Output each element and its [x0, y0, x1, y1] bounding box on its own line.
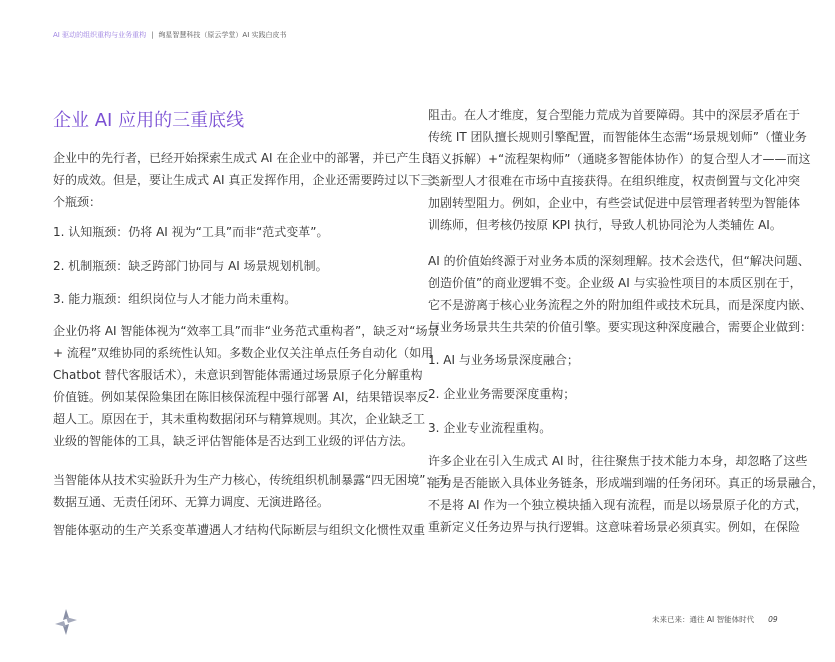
- text-line: 超人工。原因在于，其未重构数据闭环与精算规则。其次，企业缺乏工: [53, 412, 426, 426]
- text-line: 3. 企业专业流程重构。: [428, 421, 552, 435]
- text-line: 训练师，但考核仍按原 KPI 执行，导致人机协同沦为人类辅佐 AI。: [428, 218, 782, 232]
- header-doc-title: 绚星智慧科技（原云学堂）AI 实践白皮书: [158, 31, 287, 39]
- text-line: 好的成效。但是，要让生成式 AI 真正发挥作用，企业还需要跨过以下三: [53, 173, 433, 187]
- paragraph: [428, 349, 780, 371]
- page-footer: [652, 614, 778, 625]
- text-line: 类新型人才很难在市场中直接获得。在组织维度，权责倒置与文化冲突: [428, 174, 801, 188]
- text-line: 许多企业在引入生成式 AI 时，往往聚焦于技术能力本身，却忽略了这些: [428, 454, 808, 468]
- header-separator: |: [151, 31, 154, 39]
- paragraph: [428, 250, 813, 338]
- paragraph: [428, 417, 780, 439]
- running-header: [53, 30, 287, 40]
- text-line: 当智能体从技术实验跃升为生产力核心，传统组织机制暴露“四无困境”：无: [53, 473, 450, 487]
- text-line: 1. AI 与业务场景深度融合；: [428, 353, 579, 367]
- text-line: 不是将 AI 作为一个独立模块插入现有流程，而是以场景原子化的方式，: [428, 498, 808, 512]
- text-line: 阻击。在人才维度，复合型能力荒成为首要障碍。其中的深层矛盾在于: [428, 108, 801, 122]
- page-number: 09: [768, 615, 778, 624]
- text-line: + 流程”双维协同的系统性认知。多数企业仅关注单点任务自动化（如用: [53, 346, 434, 360]
- text-line: 与业务场景共生共荣的价值引擎。要实现这种深度融合，需要企业做到：: [428, 320, 813, 334]
- paragraph: [53, 147, 433, 213]
- text-line: 数据互通、无责任闭环、无算力调度、无演进路径。: [53, 495, 330, 509]
- paragraph: [428, 104, 811, 236]
- text-line: 业级的智能体的工具，缺乏评估智能体是否达到工业级的评估方法。: [53, 434, 414, 448]
- paragraph: [428, 383, 780, 405]
- paragraph: [53, 519, 426, 541]
- header-section: AI 驱动的组织重构与业务重构: [53, 31, 147, 39]
- text-line: 加剧转型阻力。例如，企业中，有些尝试促进中层管理者转型为智能体: [428, 196, 801, 210]
- text-line: 它不是游离于核心业务流程之外的附加组件或技术玩具，而是深度内嵌、: [428, 298, 813, 312]
- text-line: 2. 机制瓶颈：缺乏跨部门协同与 AI 场景规划机制。: [53, 259, 328, 273]
- text-line: AI 的价值始终源于对业务本质的深刻理解。技术会迭代，但“解决问题、: [428, 254, 810, 268]
- text-line: 语义拆解）+“流程架构师”（通晓多智能体协作）的复合型人才——而这: [428, 152, 811, 166]
- paragraph: [53, 288, 405, 310]
- text-line: 能力是否能嵌入具体业务链条，形成端到端的任务闭环。真正的场景融合，: [428, 476, 825, 490]
- text-line: 企业仍将 AI 智能体视为“效率工具”而非“业务范式重构者”，缺乏对“场景: [53, 324, 440, 338]
- paragraph: [53, 320, 440, 452]
- footer-title: 未来已来：通往 AI 智能体时代: [652, 615, 755, 624]
- text-line: 1. 认知瓶颈：仍将 AI 视为“工具”而非“范式变革”。: [53, 225, 329, 239]
- section-title: 企业 AI 应用的三重底线: [53, 110, 245, 131]
- text-line: 个瓶颈：: [53, 195, 102, 209]
- paragraph: [53, 469, 450, 513]
- text-line: 智能体驱动的生产关系变革遭遇人才结构代际断层与组织文化惯性双重: [53, 523, 426, 537]
- text-line: 创造价值”的商业逻辑不变。企业级 AI 与实验性项目的本质区别在于，: [428, 276, 802, 290]
- text-line: 企业中的先行者，已经开始探索生成式 AI 在企业中的部署，并已产生良: [53, 151, 433, 165]
- text-line: 价值链。例如某保险集团在陈旧核保流程中强行部署 AI，结果错误率反: [53, 390, 429, 404]
- paragraph: [53, 221, 405, 243]
- text-line: 3. 能力瓶颈：组织岗位与人才能力尚未重构。: [53, 292, 297, 306]
- brand-logo-icon: [54, 608, 78, 636]
- text-line: 传统 IT 团队擅长规则引擎配置，而智能体生态需“场景规划师”（懂业务: [428, 130, 807, 144]
- text-line: 2. 企业业务需要深度重构；: [428, 387, 576, 401]
- paragraph: [428, 450, 825, 538]
- text-line: 重新定义任务边界与执行逻辑。这意味着场景必须真实。例如，在保险: [428, 520, 801, 534]
- paragraph: [53, 255, 405, 277]
- text-line: Chatbot 替代客服话术），未意识到智能体需通过场景原子化分解重构: [53, 368, 423, 382]
